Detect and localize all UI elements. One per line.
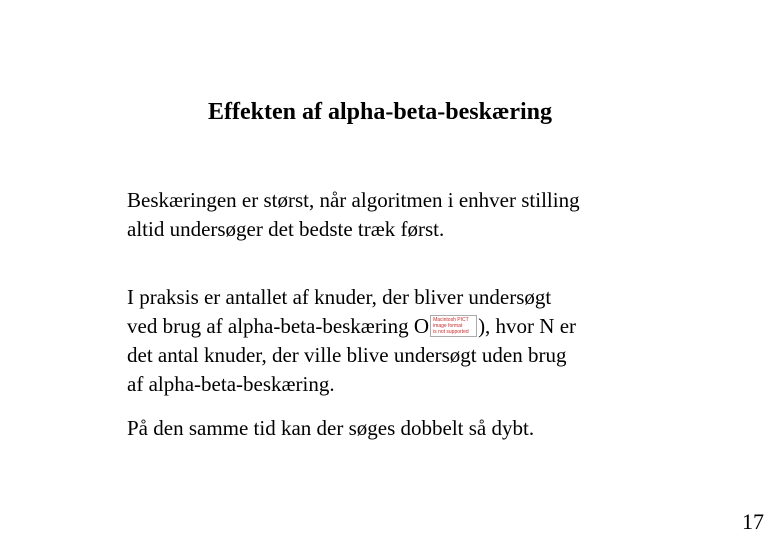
paragraph-node-count bbox=[127, 283, 687, 399]
placeholder-text: Macintosh PICT bbox=[433, 317, 469, 323]
slide-title: Effekten af alpha-beta-beskæring bbox=[207, 99, 552, 125]
placeholder-text: is not supported bbox=[433, 329, 469, 335]
paragraph-text: ved brug af alpha-beta-beskæring O bbox=[127, 314, 430, 338]
paragraph-line-with-formula bbox=[127, 312, 687, 341]
paragraph-double-depth: På den samme tid kan der søges dobbelt så dybt. bbox=[127, 416, 535, 440]
paragraph-line: det antal knuder, der ville blive undersøgt uden brug bbox=[127, 343, 567, 367]
unsupported-image-placeholder bbox=[430, 315, 477, 337]
paragraph-line: I praksis er antallet af knuder, der bliver undersøgt bbox=[127, 285, 552, 309]
paragraph-text: ), hvor N er bbox=[478, 314, 577, 338]
paragraph-line: Beskæringen er størst, når algoritmen i enhver stilling bbox=[127, 188, 580, 212]
paragraph-line: altid undersøger det bedste træk først. bbox=[127, 217, 445, 241]
paragraph-best-move-first bbox=[127, 186, 687, 244]
page-number: 17 bbox=[742, 509, 764, 534]
placeholder-text: image format bbox=[433, 323, 463, 329]
paragraph-line: af alpha-beta-beskæring. bbox=[127, 372, 335, 396]
